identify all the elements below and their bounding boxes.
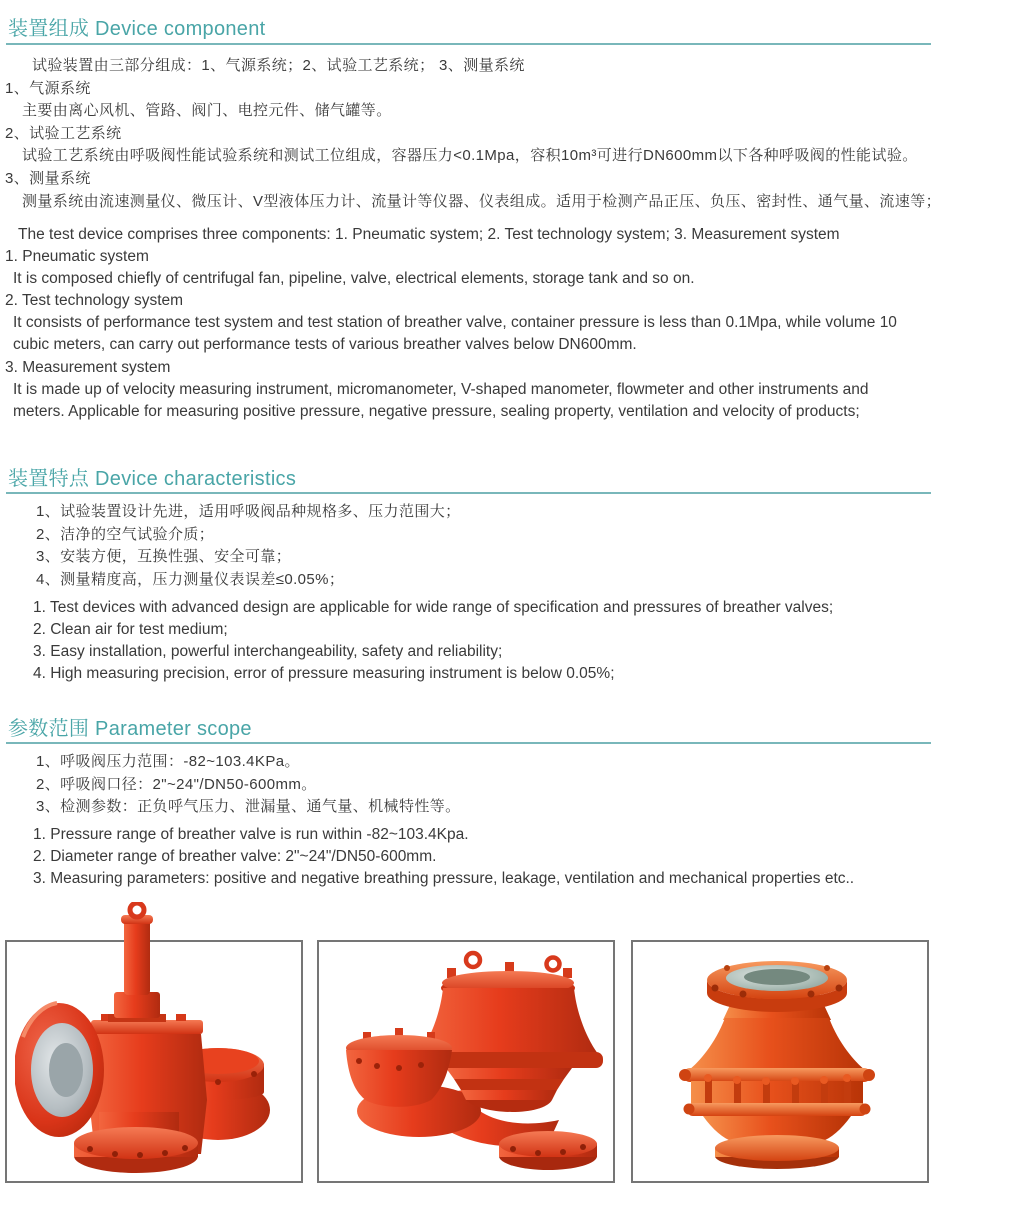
lifting-ring: [130, 903, 144, 917]
list-item: 3、检测参数：正负呼气压力、泄漏量、通气量、机械特性等。: [36, 798, 461, 816]
text-line: The test device comprises three components: 1. Pneumatic system; 2. Test technology system; 3. Measurement system: [18, 226, 840, 243]
text-line: 试验工艺系统由呼吸阀性能试验系统和测试工位组成，容器压力<0.1Mpa，容积10m³可进行DN600mm以下各种呼吸阀的性能试验。: [22, 147, 918, 165]
valve-side-flange: [15, 1003, 104, 1137]
valve-base-flange: [499, 1131, 597, 1170]
text-line: 3、测量系统: [5, 169, 91, 187]
text-line: cubic meters, can carry out performance tests of various breather valves below DN600mm.: [13, 336, 637, 354]
text-line: It consists of performance test system and test station of breather valve, container pressure is less than 0.1Mpa, while volume 10: [13, 314, 897, 332]
device-component-chinese-text: [5, 55, 941, 213]
text-line: 1. Pneumatic system: [5, 248, 149, 266]
parameter-scope-chinese-list: [5, 751, 461, 819]
section-rule: [6, 742, 931, 744]
section-rule: [6, 492, 931, 494]
valve-top-flange: [707, 961, 847, 1012]
text-line: 试验装置由三部分组成：1、气源系统；2、试验工艺系统； 3、测量系统: [32, 57, 525, 74]
section-title-device-characteristics: 装置特点 Device characteristics: [8, 468, 297, 490]
section-title-parameter-scope: 参数范围 Parameter scope: [8, 718, 252, 740]
text-line: 3. Measurement system: [5, 358, 171, 376]
list-item: 3、安装方便，互换性强、安全可靠；: [36, 548, 292, 566]
list-item: 1、试验装置设计先进，适用呼吸阀品种规格多、压力范围大；: [36, 503, 461, 520]
section-title-device-component: 装置组成 Device component: [8, 18, 266, 40]
list-item: 2. Diameter range of breather valve: 2"~24"/DN50-600mm.: [33, 848, 437, 866]
text-line: 2、试验工艺系统: [5, 124, 122, 142]
inline-breather-valve-photo: [641, 948, 913, 1170]
list-item: 1、呼吸阀压力范围：-82~103.4KPa。: [36, 753, 300, 770]
device-characteristics-chinese-list: [5, 501, 461, 591]
text-line: 1、气源系统: [5, 79, 91, 97]
valve-lower-body: [703, 1116, 851, 1169]
dual-dome-breather-valve-photo: [323, 948, 607, 1175]
photo-frame-3: [631, 940, 929, 1183]
lifting-ring: [466, 953, 480, 967]
device-component-english-text: [5, 224, 897, 423]
text-line: 测量系统由流速测量仪、微压计、V型液体压力计、流量计等仪器、仪表组成。适用于检测产品正压、负压、密封性、通气量、流速等；: [22, 192, 942, 210]
list-item: 2、洁净的空气试验介质；: [36, 525, 215, 543]
list-item: 4、测量精度高，压力测量仪表误差≤0.05%；: [36, 570, 345, 588]
text-line: 主要由离心风机、管路、阀门、电控元件、储气罐等。: [22, 102, 392, 120]
text-line: 2. Test technology system: [5, 292, 184, 310]
list-item: 1. Pressure range of breather valve is run within -82~103.4Kpa.: [33, 826, 469, 843]
text-line: meters. Applicable for measuring positive pressure, negative pressure, sealing property, ventilation and velocity of products;: [13, 402, 860, 420]
section-rule: [6, 43, 931, 45]
list-item: 1. Test devices with advanced design are applicable for wide range of specification and pressures of breather valves;: [33, 599, 834, 616]
list-item: 2、呼吸阀口径：2"~24"/DN50-600mm。: [36, 775, 317, 793]
list-item: 2. Clean air for test medium;: [33, 621, 228, 639]
photo-frame-2: [317, 940, 615, 1183]
angle-breather-valve-photo: [15, 902, 285, 1178]
list-item: 3. Easy installation, powerful interchangeability, safety and reliability;: [33, 643, 503, 661]
lifting-ring: [547, 958, 560, 971]
text-line: It is composed chiefly of centrifugal fan, pipeline, valve, electrical elements, storage tank and so on.: [13, 270, 695, 288]
valve-stem: [108, 903, 166, 1022]
parameter-scope-english-list: [5, 824, 854, 890]
valve-middle-flanges: [679, 1068, 875, 1116]
list-item: 3. Measuring parameters: positive and negative breathing pressure, leakage, ventilation and mechanical properties etc..: [33, 870, 855, 888]
list-item: 4. High measuring precision, error of pressure measuring instrument is below 0.05%;: [33, 665, 615, 683]
photo-frame-1: [5, 940, 303, 1183]
text-line: It is made up of velocity measuring instrument, micromanometer, V-shaped manometer, flowmeter and other instruments and: [13, 380, 869, 398]
device-characteristics-english-list: [5, 597, 833, 685]
